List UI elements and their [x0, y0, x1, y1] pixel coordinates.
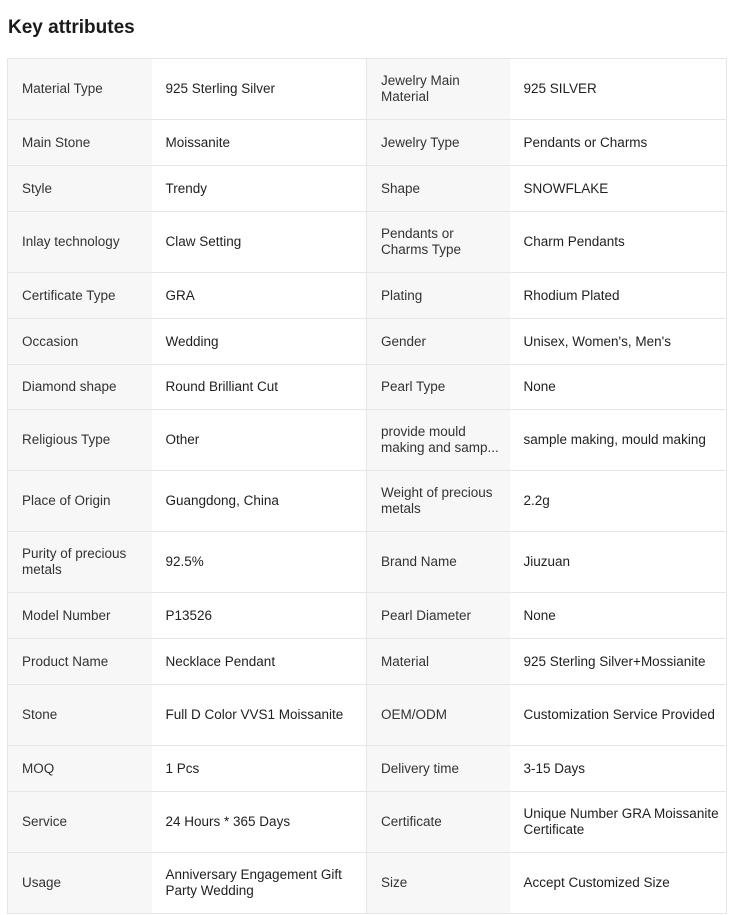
table-row — [8, 410, 727, 471]
table-row — [8, 792, 727, 853]
attribute-label: Usage — [8, 853, 152, 914]
attribute-value: Accept Customized Size — [510, 853, 727, 914]
table-row — [8, 746, 727, 792]
attribute-value: None — [510, 365, 727, 410]
attribute-label: Purity of precious metals — [8, 532, 152, 593]
attribute-value: None — [510, 593, 727, 639]
attribute-label: Delivery time — [367, 746, 510, 792]
attribute-label: Pearl Type — [367, 365, 510, 410]
attribute-value: Other — [152, 410, 367, 471]
attribute-value: Round Brilliant Cut — [152, 365, 367, 410]
table-row — [8, 593, 727, 639]
attribute-label: Certificate Type — [8, 273, 152, 319]
attributes-body — [8, 59, 727, 914]
attribute-value: Full D Color VVS1 Moissanite — [152, 685, 367, 746]
attribute-value: Necklace Pendant — [152, 639, 367, 685]
attribute-label: Pendants or Charms Type — [367, 212, 510, 273]
attribute-value: sample making, mould making — [510, 410, 727, 471]
table-row — [8, 471, 727, 532]
attribute-value: SNOWFLAKE — [510, 166, 727, 212]
attribute-label: OEM/ODM — [367, 685, 510, 746]
table-row — [8, 365, 727, 410]
attribute-label: Weight of precious metals — [367, 471, 510, 532]
attribute-value: Wedding — [152, 319, 367, 365]
attribute-label: Jewelry Main Material — [367, 59, 510, 120]
attribute-label — [367, 410, 510, 471]
attribute-value: Guangdong, China — [152, 471, 367, 532]
table-row — [8, 59, 727, 120]
table-row — [8, 273, 727, 319]
attribute-label: Material Type — [8, 59, 152, 120]
attribute-label: Religious Type — [8, 410, 152, 471]
attribute-label: Certificate — [367, 792, 510, 853]
attribute-label: Material — [367, 639, 510, 685]
attribute-value: Unisex, Women's, Men's — [510, 319, 727, 365]
attribute-value: GRA — [152, 273, 367, 319]
attribute-label: Size — [367, 853, 510, 914]
attribute-label: Service — [8, 792, 152, 853]
truncated-label: provide mould making and samp... — [381, 424, 499, 455]
attribute-value: 3-15 Days — [510, 746, 727, 792]
table-row — [8, 532, 727, 593]
table-row — [8, 212, 727, 273]
table-row — [8, 319, 727, 365]
attribute-label: MOQ — [8, 746, 152, 792]
attribute-value: 925 Sterling Silver — [152, 59, 367, 120]
attribute-value: Pendants or Charms — [510, 120, 727, 166]
attribute-label: Pearl Diameter — [367, 593, 510, 639]
attribute-label: Occasion — [8, 319, 152, 365]
attribute-label: Main Stone — [8, 120, 152, 166]
attribute-label: Jewelry Type — [367, 120, 510, 166]
attribute-value: Moissanite — [152, 120, 367, 166]
attribute-label: Diamond shape — [8, 365, 152, 410]
attribute-label: Place of Origin — [8, 471, 152, 532]
attribute-label: Gender — [367, 319, 510, 365]
attribute-label: Shape — [367, 166, 510, 212]
attribute-label: Product Name — [8, 639, 152, 685]
table-row — [8, 639, 727, 685]
attribute-value: Charm Pendants — [510, 212, 727, 273]
attribute-value: Trendy — [152, 166, 367, 212]
attribute-value: 2.2g — [510, 471, 727, 532]
attribute-value: Anniversary Engagement Gift Party Wedding — [152, 853, 367, 914]
attribute-label: Brand Name — [367, 532, 510, 593]
key-attributes-table — [7, 58, 727, 914]
attribute-value: Jiuzuan — [510, 532, 727, 593]
attribute-value: 24 Hours * 365 Days — [152, 792, 367, 853]
attribute-value: Rhodium Plated — [510, 273, 727, 319]
table-row — [8, 120, 727, 166]
attribute-value: P13526 — [152, 593, 367, 639]
table-row — [8, 685, 727, 746]
table-row — [8, 853, 727, 914]
attribute-value: 925 SILVER — [510, 59, 727, 120]
attribute-label: Inlay technology — [8, 212, 152, 273]
attribute-label: Stone — [8, 685, 152, 746]
section-title: Key attributes — [8, 17, 135, 38]
attribute-value: 92.5% — [152, 532, 367, 593]
attribute-label: Style — [8, 166, 152, 212]
attribute-label: Plating — [367, 273, 510, 319]
attribute-value: Claw Setting — [152, 212, 367, 273]
attribute-value: 925 Sterling Silver+Mossianite — [510, 639, 727, 685]
attribute-label: Model Number — [8, 593, 152, 639]
attribute-value: Customization Service Provided — [510, 685, 727, 746]
table-row — [8, 166, 727, 212]
attribute-value: 1 Pcs — [152, 746, 367, 792]
attribute-value: Unique Number GRA Moissanite Certificate — [510, 792, 727, 853]
